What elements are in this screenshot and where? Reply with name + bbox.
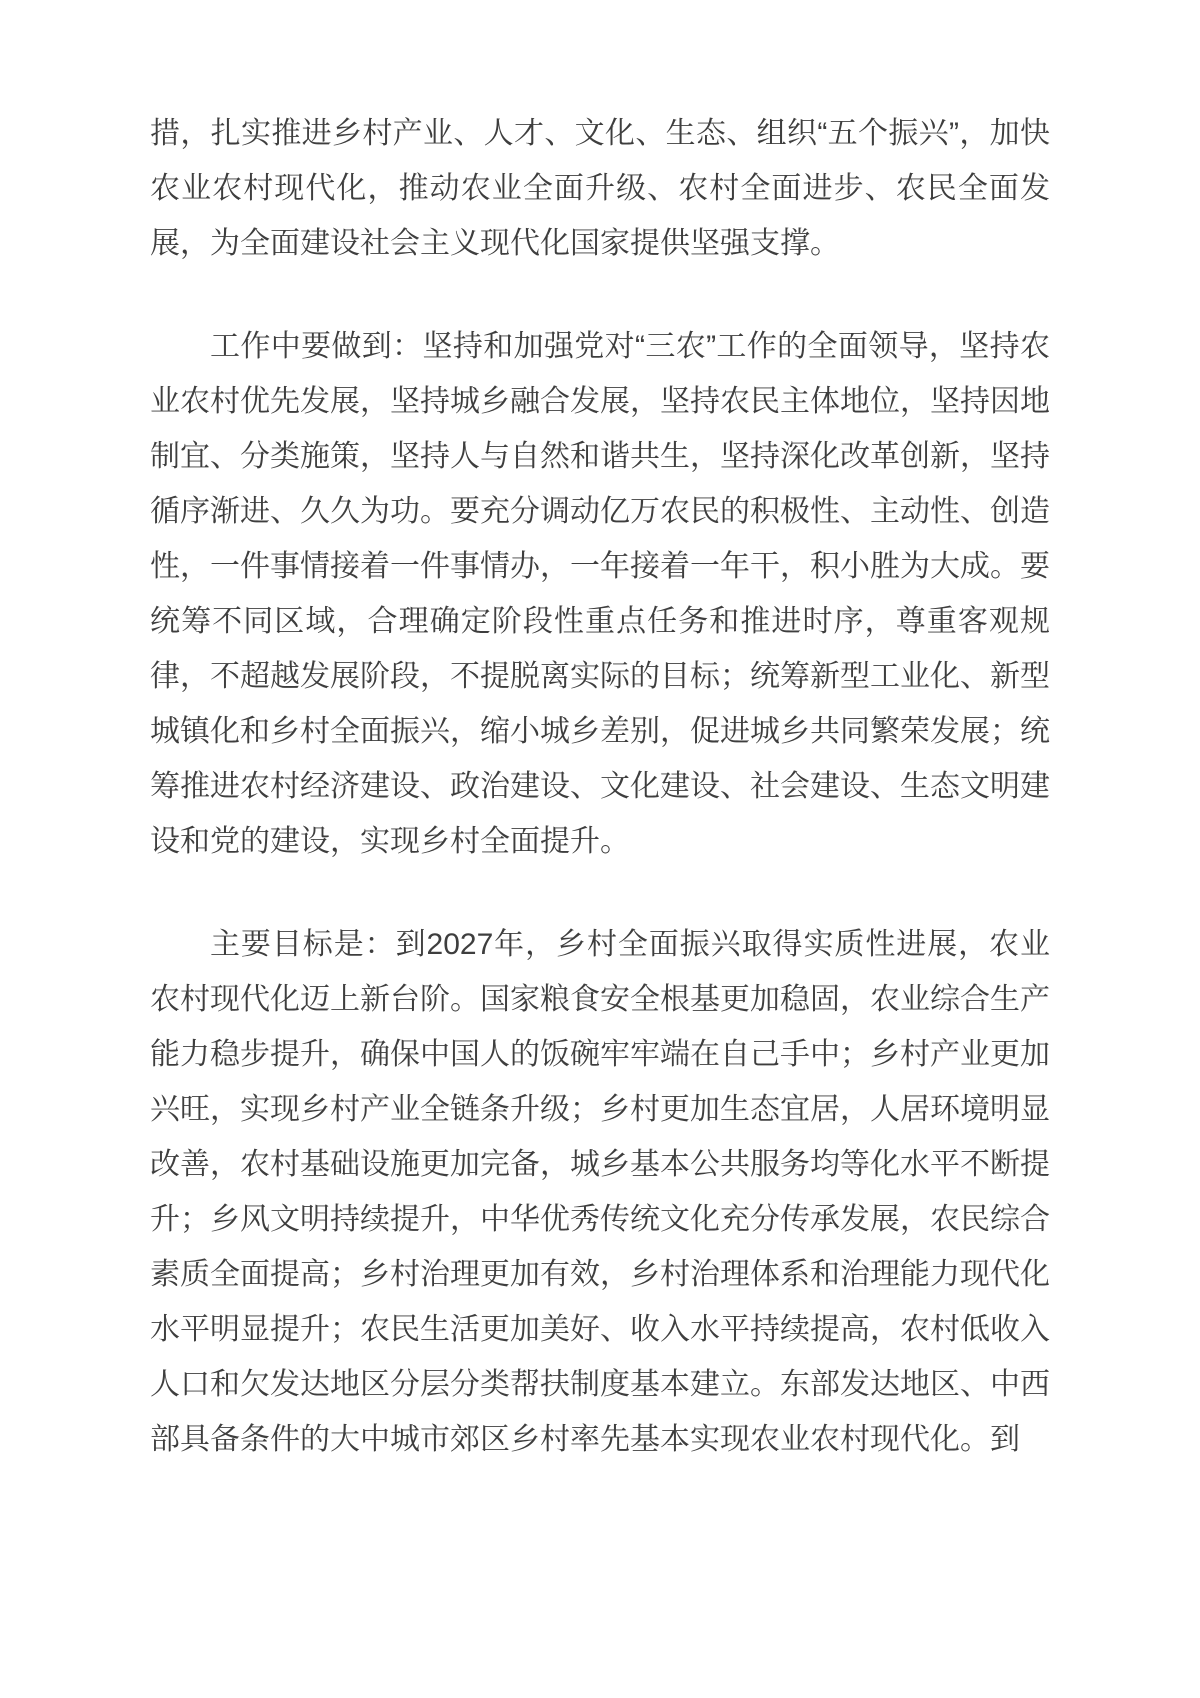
paragraph-main-goals: 主要目标是：到2027年，乡村全面振兴取得实质性进展，农业农村现代化迈上新台阶。国家粮食安全根基更加稳固，农业综合生产能力稳步提升，确保中国人的饭碗牢牢端在自己手中；乡村产业更加兴旺，实现乡村产业全链条升级；乡村更加生态宜居，人居环境明显改善，农村基础设施更加完备，城乡基本公共服务均等化水平不断提升；乡风文明持续提升，中华优秀传统文化充分传承发展，农民综合素质全面提高；乡村治理更加有效，乡村治理体系和治理能力现代化水平明显提升；农民生活更加美好、收入水平持续提高，农村低收入人口和欠发达地区分层分类帮扶制度基本建立。东部发达地区、中西部具备条件的大中城市郊区乡村率先基本实现农业农村现代化。到 bbox=[150, 928, 1050, 1456]
paragraph-continuation: 措，扎实推进乡村产业、人才、文化、生态、组织“五个振兴”，加快农业农村现代化，推动农业全面升级、农村全面进步、农民全面发展，为全面建设社会主义现代化国家提供坚强支撑。 bbox=[150, 117, 1050, 260]
text-column bbox=[150, 106, 1050, 1467]
paragraph-work-principles: 工作中要做到：坚持和加强党对“三农”工作的全面领导，坚持农业农村优先发展，坚持城乡融合发展，坚持农民主体地位，坚持因地制宜、分类施策，坚持人与自然和谐共生，坚持深化改革创新，坚持循序渐进、久久为功。要充分调动亿万农民的积极性、主动性、创造性，一件事情接着一件事情办，一年接着一年干，积小胜为大成。要统筹不同区域，合理确定阶段性重点任务和推进时序，尊重客观规律，不超越发展阶段，不提脱离实际的目标；统筹新型工业化、新型城镇化和乡村全面振兴，缩小城乡差别，促进城乡共同繁荣发展；统筹推进农村经济建设、政治建设、文化建设、社会建设、生态文明建设和党的建设，实现乡村全面提升。 bbox=[150, 330, 1050, 858]
